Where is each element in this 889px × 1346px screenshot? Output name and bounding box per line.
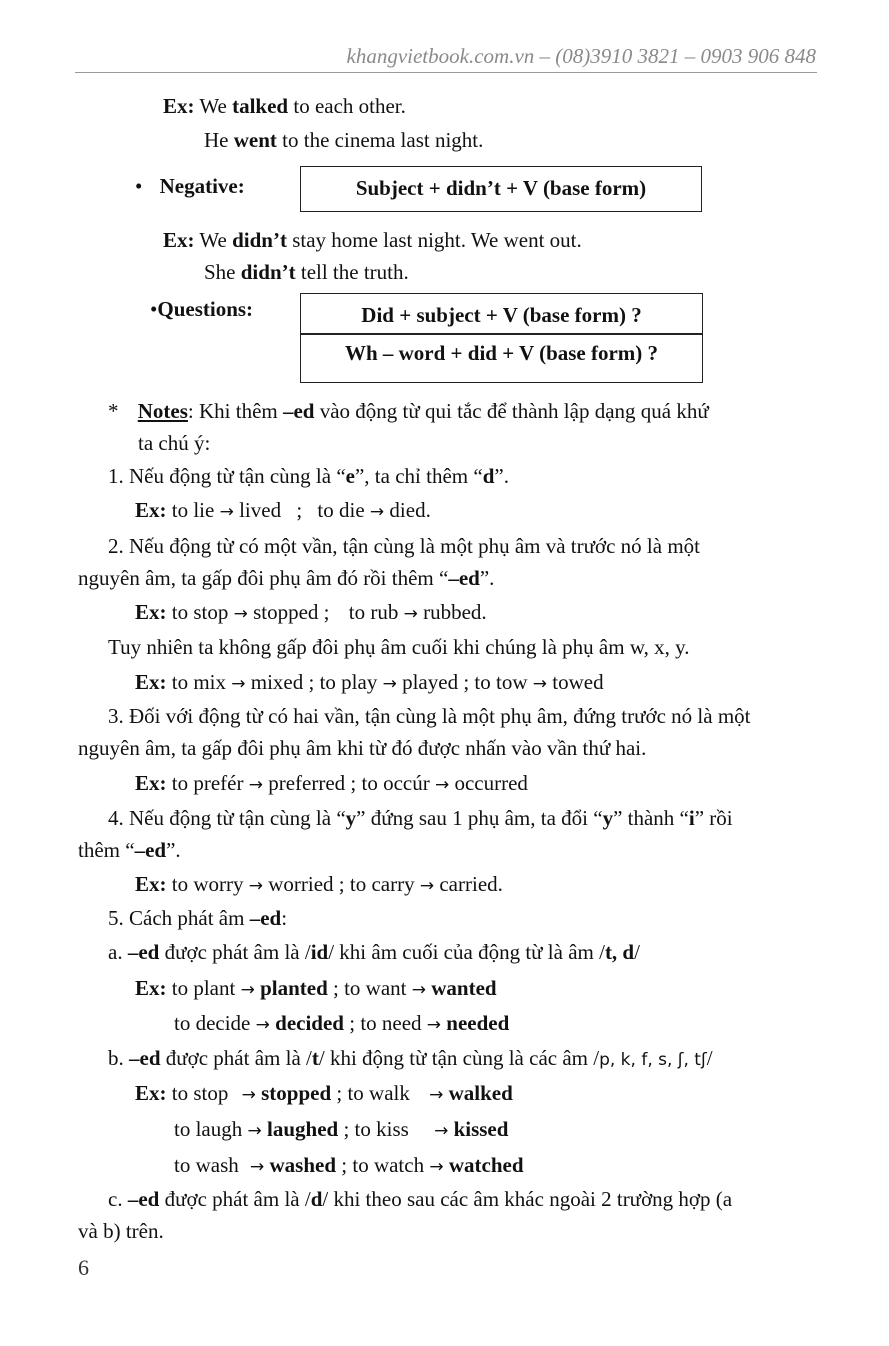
separator: ; <box>296 498 303 522</box>
text: nguyên âm, ta gấp đôi phụ âm đó rồi thêm “ <box>78 566 449 590</box>
asterisk: * <box>108 399 119 423</box>
arrow-icon: → <box>255 1015 270 1035</box>
arrow-icon: → <box>429 1157 444 1177</box>
ex-label: Ex: <box>135 976 167 1000</box>
text: tell the truth. <box>295 260 409 284</box>
question-formula-wh: Wh – word + did + V (base form) ? <box>344 341 659 365</box>
questions-label: Questions: <box>157 297 254 321</box>
rule-5c-line-1 <box>108 1187 732 1212</box>
text: được phát âm là / <box>159 1187 311 1211</box>
text: ”. <box>479 566 495 590</box>
text: ”. <box>494 464 509 488</box>
verb: didn’t <box>240 260 296 284</box>
rule-4-line-2 <box>78 838 181 863</box>
verb-base: ; to watch <box>341 1153 425 1177</box>
letter: e <box>345 464 355 488</box>
text: 4. Nếu động từ tận cùng là “ <box>108 806 346 830</box>
text: We <box>199 228 233 252</box>
text: được phát âm là / <box>159 940 311 964</box>
arrow-icon: → <box>369 502 385 522</box>
negative-example-2 <box>204 260 409 285</box>
text: : <box>281 906 288 930</box>
rule-4-line-1 <box>108 806 733 831</box>
rule-5c-line-2: và b) trên. <box>78 1219 164 1243</box>
page-number: 6 <box>78 1255 89 1280</box>
verb-past: decided <box>275 1011 344 1035</box>
verb-base: to rub <box>348 600 399 624</box>
rule-3-line-2: nguyên âm, ta gấp đôi phụ âm khi từ đó được nhấn vào vần thứ hai. <box>78 736 647 760</box>
text: worried ; to carry <box>268 872 415 896</box>
phoneme-list: p, k, f, s, ʃ, tʃ <box>599 1050 707 1070</box>
questions-heading <box>150 297 253 322</box>
verb-base: to laugh <box>174 1117 243 1141</box>
phoneme: t, d <box>604 940 635 964</box>
text: / <box>706 1046 713 1070</box>
verb-base: to die <box>317 498 365 522</box>
notes-line-2: ta chú ý: <box>138 431 211 455</box>
text: to the cinema last night. <box>276 128 484 152</box>
arrow-icon: → <box>233 604 248 624</box>
arrow-icon: → <box>403 604 418 624</box>
arrow-icon: → <box>411 980 427 1000</box>
arrow-icon: → <box>426 1015 442 1035</box>
ex-label: Ex: <box>135 670 167 694</box>
question-formula-yes-no: Did + subject + V (base form) ? <box>361 303 642 327</box>
negative-example-1 <box>163 228 582 253</box>
verb-past: planted <box>260 976 328 1000</box>
rule-5b-example-1 <box>135 1081 513 1106</box>
rule-2-line-2 <box>78 566 494 591</box>
rule-5a <box>108 940 640 965</box>
arrow-icon: → <box>429 1085 444 1105</box>
letter: i <box>688 806 695 830</box>
bullet: • <box>135 174 143 198</box>
text: stay home last night. We went out. <box>286 228 582 252</box>
ex-label: Ex: <box>135 771 167 795</box>
verb-past: washed <box>269 1153 337 1177</box>
ex-label: Ex: <box>163 94 195 118</box>
rule-1 <box>108 464 509 489</box>
ex-label: Ex: <box>135 872 167 896</box>
phoneme: id <box>310 940 329 964</box>
text: to prefér <box>171 771 244 795</box>
phoneme: t <box>311 1046 319 1070</box>
arrow-icon: → <box>419 876 435 896</box>
text: ” đứng sau 1 phụ âm, ta đổi “ <box>356 806 603 830</box>
text: He <box>204 128 234 152</box>
rule-2-example-2 <box>135 670 604 695</box>
text: to worry <box>171 872 244 896</box>
verb: talked <box>232 94 289 118</box>
text: ”, ta chỉ thêm “ <box>354 464 483 488</box>
text: 5. Cách phát âm <box>108 906 250 930</box>
text: / <box>634 940 640 964</box>
text: b. <box>108 1046 129 1070</box>
verb-base: ; to walk <box>336 1081 410 1105</box>
verb-past: died. <box>389 498 431 522</box>
letter: y <box>602 806 614 830</box>
verb-past: walked <box>448 1081 513 1105</box>
verb-past: stopped ; <box>253 600 330 624</box>
verb-base: to decide <box>174 1011 251 1035</box>
text: ” rồi <box>694 806 733 830</box>
suffix: –ed <box>127 940 160 964</box>
letter: d <box>482 464 495 488</box>
arrow-icon: → <box>434 775 450 795</box>
verb-past: stopped <box>261 1081 332 1105</box>
text: mixed ; to play <box>250 670 378 694</box>
rule-2-line-1: 2. Nếu động từ có một vần, tận cùng là một phụ âm và trước nó là một <box>108 534 700 558</box>
text: thêm “ <box>78 838 135 862</box>
suffix: –ed <box>282 399 315 423</box>
ex-label: Ex: <box>135 600 167 624</box>
suffix: –ed <box>448 566 480 590</box>
rule-5-title <box>108 906 287 931</box>
arrow-icon: → <box>231 674 246 694</box>
rule-3-line-1: 3. Đối với động từ có hai vần, tận cùng là một phụ âm, đứng trước nó là một <box>108 704 751 728</box>
bullet: • <box>150 297 158 321</box>
page-header: khangvietbook.com.vn – (08)3910 3821 – 0903 906 848 <box>346 44 816 68</box>
ex-label: Ex: <box>135 1081 167 1105</box>
verb-past: rubbed. <box>423 600 487 624</box>
text: ” thành “ <box>613 806 689 830</box>
rule-5a-example-2 <box>174 1011 509 1036</box>
suffix: –ed <box>127 1187 160 1211</box>
text: a. <box>108 940 128 964</box>
text: occurred <box>454 771 528 795</box>
notes-line-1 <box>108 399 709 424</box>
verb-past: wanted <box>431 976 497 1000</box>
verb-past: watched <box>448 1153 524 1177</box>
negative-formula-box <box>300 166 702 212</box>
negative-heading <box>135 174 245 199</box>
negative-label: Negative: <box>159 174 245 198</box>
text: to mix <box>171 670 227 694</box>
phoneme: d <box>310 1187 323 1211</box>
text: preferred ; to occúr <box>268 771 430 795</box>
text: She <box>204 260 241 284</box>
text: được phát âm là / <box>160 1046 312 1070</box>
verb-base: to stop <box>171 600 229 624</box>
verb-base: to stop <box>171 1081 229 1105</box>
text: carried. <box>439 872 503 896</box>
text: towed <box>552 670 604 694</box>
verb-base: ; to kiss <box>343 1117 409 1141</box>
ex-label: Ex: <box>135 498 167 522</box>
verb-past: laughed <box>267 1117 339 1141</box>
arrow-icon: → <box>434 1121 449 1141</box>
notes-title: Notes <box>137 399 188 423</box>
arrow-icon: → <box>241 1085 256 1105</box>
text: 1. Nếu động từ tận cùng là “ <box>108 464 346 488</box>
suffix: –ed <box>134 838 167 862</box>
text: ”. <box>166 838 181 862</box>
arrow-icon: → <box>250 1157 265 1177</box>
letter: y <box>345 806 357 830</box>
text: / khi âm cuối của động từ là âm / <box>328 940 605 964</box>
text: / khi theo sau các âm khác ngoài 2 trường hợp (a <box>322 1187 733 1211</box>
rule-2-example <box>135 600 487 625</box>
arrow-icon: → <box>219 502 234 522</box>
rule-4-example <box>135 872 503 897</box>
arrow-icon: → <box>247 1121 262 1141</box>
negative-formula: Subject + didn’t + V (base form) <box>355 176 647 200</box>
verb-past: needed <box>446 1011 510 1035</box>
rule-5b <box>108 1046 713 1071</box>
rule-5b-example-3 <box>174 1153 524 1178</box>
arrow-icon: → <box>248 876 263 896</box>
rule-5b-example-2 <box>174 1117 508 1142</box>
header-divider <box>75 72 817 73</box>
text: vào động từ qui tắc để thành lập dạng quá khứ <box>314 399 709 423</box>
affirm-example-2 <box>204 128 483 153</box>
verb-past: lived <box>239 498 282 522</box>
box-divider <box>301 333 702 335</box>
suffix: –ed <box>129 1046 161 1070</box>
affirm-example-1 <box>163 94 406 119</box>
ex-label: Ex: <box>163 228 195 252</box>
verb-base: ; to want <box>333 976 407 1000</box>
arrow-icon: → <box>532 674 547 694</box>
verb: didn’t <box>232 228 287 252</box>
arrow-icon: → <box>248 775 263 795</box>
arrow-icon: → <box>382 674 397 694</box>
suffix: –ed <box>249 906 282 930</box>
verb-base: ; to need <box>349 1011 422 1035</box>
verb-base: to wash <box>174 1153 239 1177</box>
text: We <box>199 94 233 118</box>
questions-formula-box <box>300 293 703 383</box>
text: : Khi thêm <box>187 399 283 423</box>
verb-past: kissed <box>453 1117 509 1141</box>
arrow-icon: → <box>240 980 255 1000</box>
verb: went <box>233 128 277 152</box>
text: c. <box>108 1187 128 1211</box>
text: / khi động từ tận cùng là các âm / <box>318 1046 600 1070</box>
rule-2-note: Tuy nhiên ta không gấp đôi phụ âm cuối khi chúng là phụ âm w, x, y. <box>108 635 690 659</box>
rule-3-example <box>135 771 528 796</box>
rule-1-example <box>135 498 431 523</box>
rule-5a-example-1 <box>135 976 497 1001</box>
text: to each other. <box>288 94 406 118</box>
verb-base: to lie <box>171 498 215 522</box>
verb-base: to plant <box>171 976 236 1000</box>
text: played ; to tow <box>402 670 528 694</box>
